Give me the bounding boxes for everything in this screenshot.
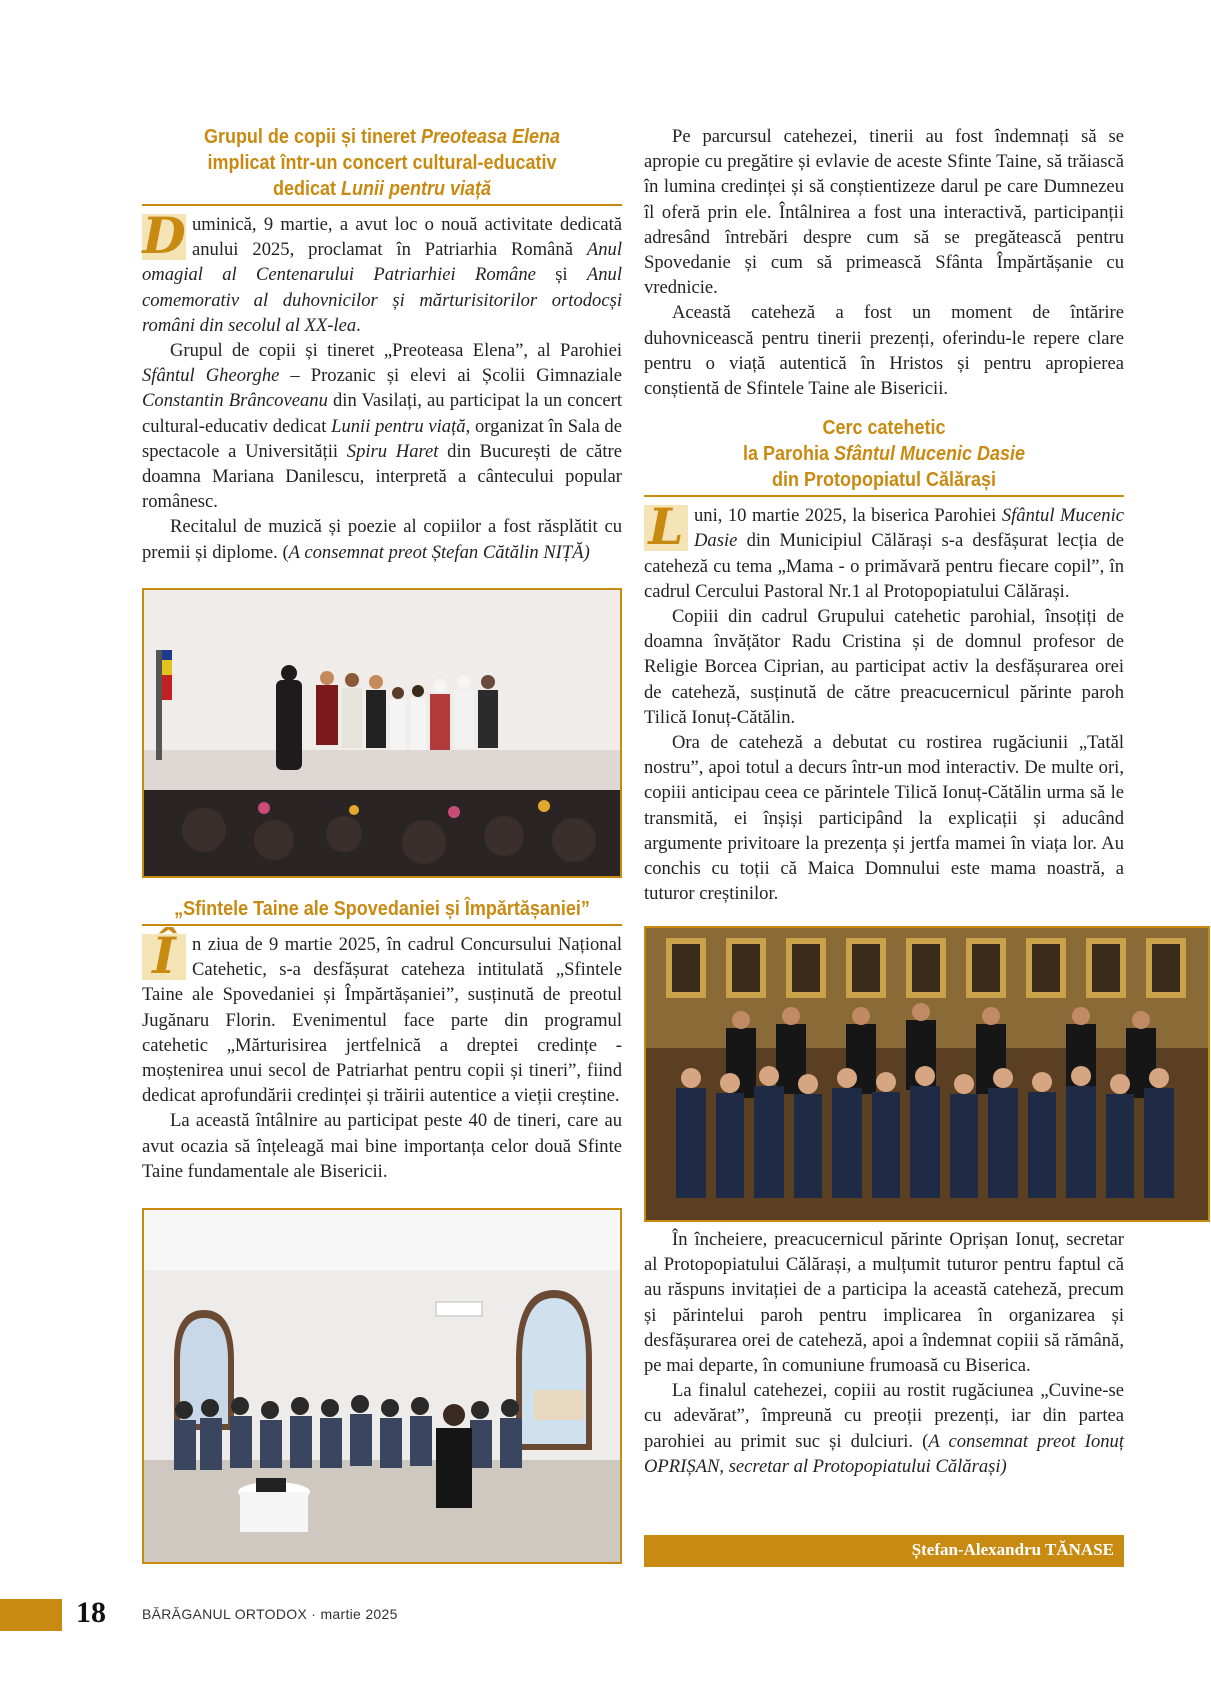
article1-paragraph-1: D uminică, 9 martie, a avut loc o nouă activitate dedicată anului 2025, proclamat în Patriarhia Română Anul omagial al Centenarului Patriarhiei Române și Anul comemorativ al duhovnicilor și mărturisitorilor ortodocși români din secolul al XX-lea. [142, 206, 623, 336]
author-bar: Ștefan-Alexandru TĂNASE [644, 1535, 1124, 1567]
article3-paragraph-4: În încheiere, preacucernicul părinte Oprișan Ionuț, secretar al Protopopiatului Călărași, a mulțumit tuturor pentru faptul că au răspuns invitației de a participa la această cateheză, precum și părintelui paroh pentru implicarea în organizarea și desfășurarea orei de cateheză, apoi a îndemnat copiii să rămână, pe mai departe, în comuniune frumoasă cu Biserica. [644, 1229, 1124, 1377]
dropcap-i: Î [142, 934, 186, 980]
article1-paragraph-3: Recitalul de muzică și poezie al copiilor a fost răsplătit cu premii și diplome. (A consemnat preot Ștefan Cătălin NIȚĂ) [142, 516, 622, 563]
article1-rule [142, 204, 622, 206]
dropcap-d: D [142, 206, 186, 265]
article3-continued [644, 1227, 1124, 1479]
photo-classroom [142, 1208, 622, 1564]
article2-paragraph-2: La această întâlnire au participat peste 40 de tineri, care au avut ocazia să înțeleagă mai bine importanța celor două Sfinte Taine fundamentale ale Bisericii. [142, 1110, 622, 1182]
article1-paragraph-2: Grupul de copii și tineret „Preoteasa Elena”, al Parohiei Sfântul Gheorghe – Prozanic și elevi ai Școlii Gimnaziale Constantin Brâncoveanu din Vasilați, au participat la un concert cultural-educativ dedicat Lunii pentru viață, organizat în Sala de spectacole a Universității Spiru Haret din București de către doamna Mariana Danilescu, interpretă a cântecului popular românesc. [142, 340, 622, 513]
church-group-image [646, 928, 1208, 1220]
dropcap-l: L [644, 505, 688, 551]
article3-paragraph-3: Ora de cateheză a debutat cu rostirea rugăciunii „Tatăl nostru”, apoi totul a decurs într-un mod interactiv. De multe ori, copiii anticipau ceea ce părintele Tilică Ionuț-Cătălin urma să le transmită, ei înșiși participând la explicații și aducând argumente privitoare la prezența și jertfa mamei în viața lor. Au conchis cu toții că Maica Domnului este mama noastră, a tuturor creștinilor. [644, 732, 1124, 905]
right-column [644, 124, 1124, 906]
concert-stage-image [144, 590, 620, 876]
photo-concert-stage [142, 588, 622, 878]
article2-left [142, 896, 622, 1184]
article3-paragraph-2: Copiii din cadrul Grupului catehetic parohial, însoțiți de doamna învățător Radu Cristina și de domnul profesor de Religie Borcea Ciprian, au participat activ la desfășurarea orei de cateheză, susținută de către preacucernicul părinte paroh Tilică Ionuț-Cătălin. [644, 606, 1124, 728]
article3-paragraph-1: L uni, 10 martie 2025, la biserica Parohiei Sfântul Mucenic Dasie din Municipiul Călărași s-a desfășurat lecția de cateheză cu tema „Mama - o primăvară pentru fiecare copil”, în cadrul Cercului Pastoral Nr.1 al Protopopiatului Călărași. [644, 497, 1124, 602]
article2-paragraph-3: Pe parcursul catehezei, tinerii au fost îndemnați să se apropie cu pregătire și evlavie de aceste Sfinte Taine, să trăiască în lumina credinței și să conștientizeze darul pe care Dumnezeu îl oferă prin ele. Întâlnirea a fost una interactivă, participanții adresând întrebări despre cum să se pregătească pentru Spovedanie și cum să primească Sfânta Împărtășanie cu vrednicie. [644, 126, 1124, 299]
article2-heading: „Sfintele Taine ale Spovedaniei și Împărtășaniei” [174, 898, 590, 920]
classroom-image [144, 1210, 620, 1562]
publication-name: BĂRĂGANUL ORTODOX · martie 2025 [142, 1606, 398, 1622]
article3-heading: Cerc catehetic la Parohia Sfântul Mucenic Dasie din Protopopiatul Călărași [742, 417, 1026, 492]
article1-heading: Grupul de copii și tineret Preoteasa Elena implicat într-un concert cultural-educativ dedicat Lunii pentru viață [203, 126, 561, 200]
article2-rule [142, 924, 622, 926]
page-number: 18 [76, 1596, 106, 1629]
photo-church-group [644, 926, 1210, 1222]
article3-paragraph-5: La finalul catehezei, copiii au rostit rugăciunea „Cuvine-se cu adevărat”, împreună cu preoții prezenți, iar din partea parohiei au primit suc și dulciuri. (A consemnat preot Ionuț OPRIȘAN, secretar al Protopopiatului Călărași) [644, 1380, 1124, 1477]
article2-paragraph-1: Î n ziua de 9 martie 2025, în cadrul Concursului Național Catehetic, s-a desfășurat cateheza intitulată „Sfintele Taine ale Spovedaniei și Împărtășaniei”, susținută de preotul Jugănaru Florin. Evenimentul face parte din programul catehetic „Mărturisirea jertfelnică a dreptei credințe - moștenirea unui secol de Patriarhat pentru copii și tineri”, fiind dedicat aprofundării credinței și trăirii autentice a vieții creștine. [142, 926, 622, 1107]
footer-accent-bar [0, 1599, 62, 1631]
article3-rule [644, 495, 1124, 497]
article2-paragraph-4: Această cateheză a fost un moment de întărire duhovnicească pentru tinerii prezenți, oferindu-le repere clare pentru o viață autentică în Hristos și pentru apropierea conștientă de Sfintele Taine ale Bisericii. [644, 302, 1124, 400]
left-column [142, 124, 622, 565]
